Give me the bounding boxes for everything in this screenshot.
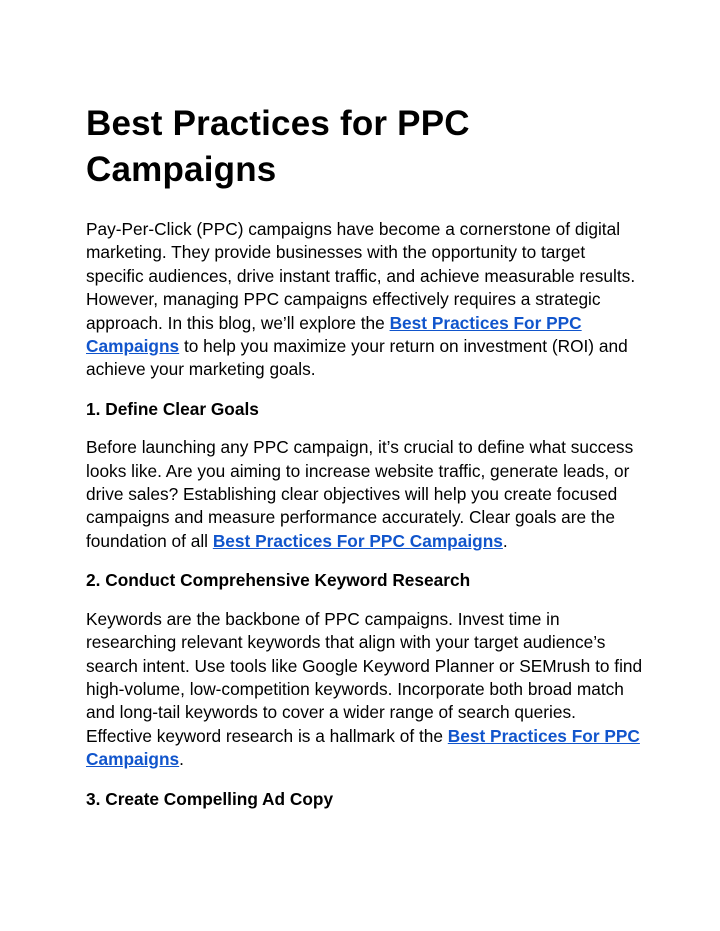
intro-text: Pay-Per-Click (PPC) campaigns have become a cornerstone of digital marketing. They provide businesses with the opportunity to target specific audiences, drive instant traffic, and achieve measurable results. However, managing PPC campaigns effectively requires a strategic approach. In this blog, we’ll explore the bbox=[86, 219, 636, 333]
best-practices-link[interactable]: Best Practices For PPC Campaigns bbox=[86, 312, 582, 357]
section-paragraph-keywords bbox=[86, 608, 646, 772]
section-heading-ad-copy: 3. Create Compelling Ad Copy bbox=[86, 788, 334, 809]
section-text: Keywords are the backbone of PPC campaigns. Invest time in researching relevant keywords that align with your target audience’s search intent. Use tools like Google Keyword Planner or SEMrush to find high-volume, low-competition keywords. Incorporate both broad match and long-tail keywords to cover a wider range of search queries. Effective keyword research is a hallmark of the bbox=[86, 608, 643, 746]
best-practices-link[interactable]: Best Practices For PPC Campaigns bbox=[86, 725, 640, 770]
section-text-end: . bbox=[502, 530, 508, 551]
best-practices-link[interactable]: Best Practices For PPC Campaigns bbox=[212, 530, 503, 551]
document-page bbox=[86, 101, 646, 826]
section-paragraph-goals bbox=[86, 436, 646, 553]
section-text: Before launching any PPC campaign, it’s crucial to define what success looks like. Are you aiming to increase website traffic, generate leads, or drive sales? Establishing clear objectives will help you create focused campaigns and measure performance accurately. Clear goals are the foundation of all bbox=[86, 437, 634, 551]
section-heading-keywords: 2. Conduct Comprehensive Keyword Research bbox=[86, 570, 471, 591]
section-text-end: . bbox=[179, 749, 184, 770]
intro-paragraph bbox=[86, 218, 646, 382]
page-title: Best Practices for PPC Campaigns bbox=[86, 104, 470, 189]
intro-text-end: to help you maximize your return on investment (ROI) and achieve your marketing goals. bbox=[86, 336, 628, 380]
section-heading-goals: 1. Define Clear Goals bbox=[86, 398, 259, 419]
